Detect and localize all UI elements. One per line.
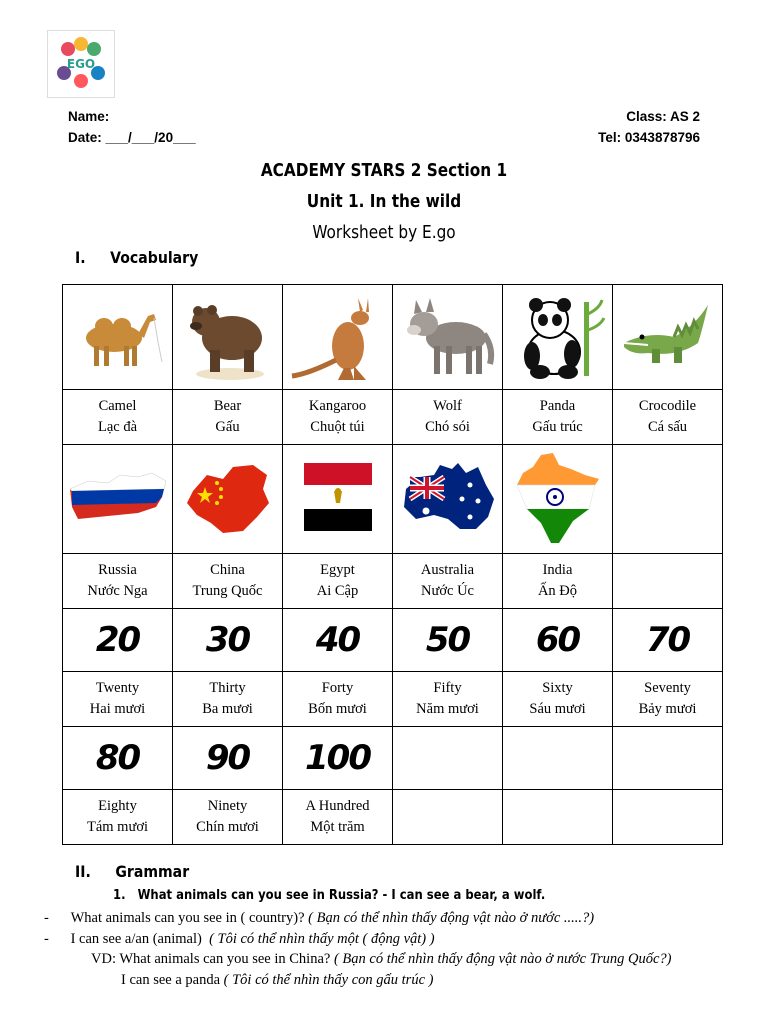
animal-picture-cell	[173, 285, 283, 390]
animal-label-cell: Wolf Chó sói	[393, 390, 503, 445]
animal-label-cell: Bear Gấu	[173, 390, 283, 445]
animal-label-cell: Crocodile Cá sấu	[613, 390, 723, 445]
country-label-cell: Egypt Ai Cập	[283, 554, 393, 609]
empty-cell	[613, 790, 723, 845]
india-flag-map-icon	[513, 451, 603, 547]
vocabulary-table	[62, 284, 723, 845]
empty-cell	[613, 554, 723, 609]
number-cell: 40	[283, 609, 393, 672]
kangaroo-icon	[288, 292, 388, 382]
russia-flag-map-icon	[68, 467, 168, 531]
australia-flag-map-icon	[400, 459, 496, 539]
country-picture-cell	[503, 445, 613, 554]
number-label-cell: Eighty Tám mươi	[63, 790, 173, 845]
number-cell: 90	[173, 727, 283, 790]
animal-picture-cell	[63, 285, 173, 390]
animal-label-cell: Panda Gấu trúc	[503, 390, 613, 445]
number-label-cell: Seventy Bảy mươi	[613, 672, 723, 727]
wolf-icon	[400, 294, 496, 380]
section-grammar-heading: II. Grammar	[75, 862, 190, 881]
animal-picture-cell	[393, 285, 503, 390]
empty-cell	[393, 790, 503, 845]
number-label-cell: Ninety Chín mươi	[173, 790, 283, 845]
number-cell: 30	[173, 609, 283, 672]
country-picture-cell	[63, 445, 173, 554]
tel-label: Tel: 0343878796	[598, 130, 700, 145]
number-label-cell: Twenty Hai mươi	[63, 672, 173, 727]
country-picture-cell	[173, 445, 283, 554]
egypt-flag-map-icon	[300, 459, 376, 539]
empty-cell	[613, 445, 723, 554]
country-label-cell: Russia Nước Nga	[63, 554, 173, 609]
animal-picture-cell	[503, 285, 613, 390]
worksheet-byline: Worksheet by E.go	[312, 222, 456, 243]
svg-text:EGO: EGO	[66, 57, 96, 71]
number-cell: 20	[63, 609, 173, 672]
grammar-point: 1. What animals can you see in Russia? - I can see a bear, a wolf.	[113, 887, 546, 903]
number-cell: 50	[393, 609, 503, 672]
china-flag-map-icon	[183, 461, 273, 537]
country-picture-cell	[283, 445, 393, 554]
worksheet-title: ACADEMY STARS 2 Section 1	[260, 160, 508, 181]
number-cell: 70	[613, 609, 723, 672]
empty-cell	[393, 727, 503, 790]
grammar-example-answer: I can see a panda ( Tôi có thể nhìn thấy con gấu trúc )	[121, 972, 434, 988]
name-label: Name:	[68, 109, 110, 124]
number-cell: 80	[63, 727, 173, 790]
empty-cell	[503, 727, 613, 790]
ego-logo	[47, 30, 115, 98]
number-label-cell: Thirty Ba mươi	[173, 672, 283, 727]
logo-hands-icon	[48, 31, 114, 97]
empty-cell	[503, 790, 613, 845]
animal-label-cell: Kangaroo Chuột túi	[283, 390, 393, 445]
grammar-line-2: - I can see a/an (animal) ( Tôi có thể nhìn thấy một ( động vật) )	[44, 931, 435, 947]
empty-cell	[613, 727, 723, 790]
number-label-cell: Sixty Sáu mươi	[503, 672, 613, 727]
crocodile-icon	[618, 297, 718, 377]
number-label-cell: Fifty Năm mươi	[393, 672, 503, 727]
number-cell: 100	[283, 727, 393, 790]
number-label-cell: A Hundred Một trăm	[283, 790, 393, 845]
grammar-example-question: VD: What animals can you see in China? ( Bạn có thể nhìn thấy động vật nào ở nước Trung Quốc?)	[91, 951, 672, 967]
panda-icon	[510, 294, 606, 380]
section-vocabulary-heading: I. Vocabulary	[75, 248, 199, 267]
unit-title: Unit 1. In the wild	[306, 191, 462, 212]
animal-picture-cell	[283, 285, 393, 390]
class-label: Class: AS 2	[626, 109, 700, 124]
country-label-cell: Australia Nước Úc	[393, 554, 503, 609]
country-label-cell: China Trung Quốc	[173, 554, 283, 609]
grammar-line-1: - What animals can you see in ( country)? ( Bạn có thể nhìn thấy động vật nào ở nước .....?)	[44, 910, 595, 926]
date-label: Date: ___/___/20___	[68, 130, 196, 145]
animal-picture-cell	[613, 285, 723, 390]
number-label-cell: Forty Bốn mươi	[283, 672, 393, 727]
number-cell: 60	[503, 609, 613, 672]
camel-icon	[70, 302, 166, 372]
animal-label-cell: Camel Lạc đà	[63, 390, 173, 445]
country-picture-cell	[393, 445, 503, 554]
country-label-cell: India Ấn Độ	[503, 554, 613, 609]
bear-icon	[180, 294, 276, 380]
